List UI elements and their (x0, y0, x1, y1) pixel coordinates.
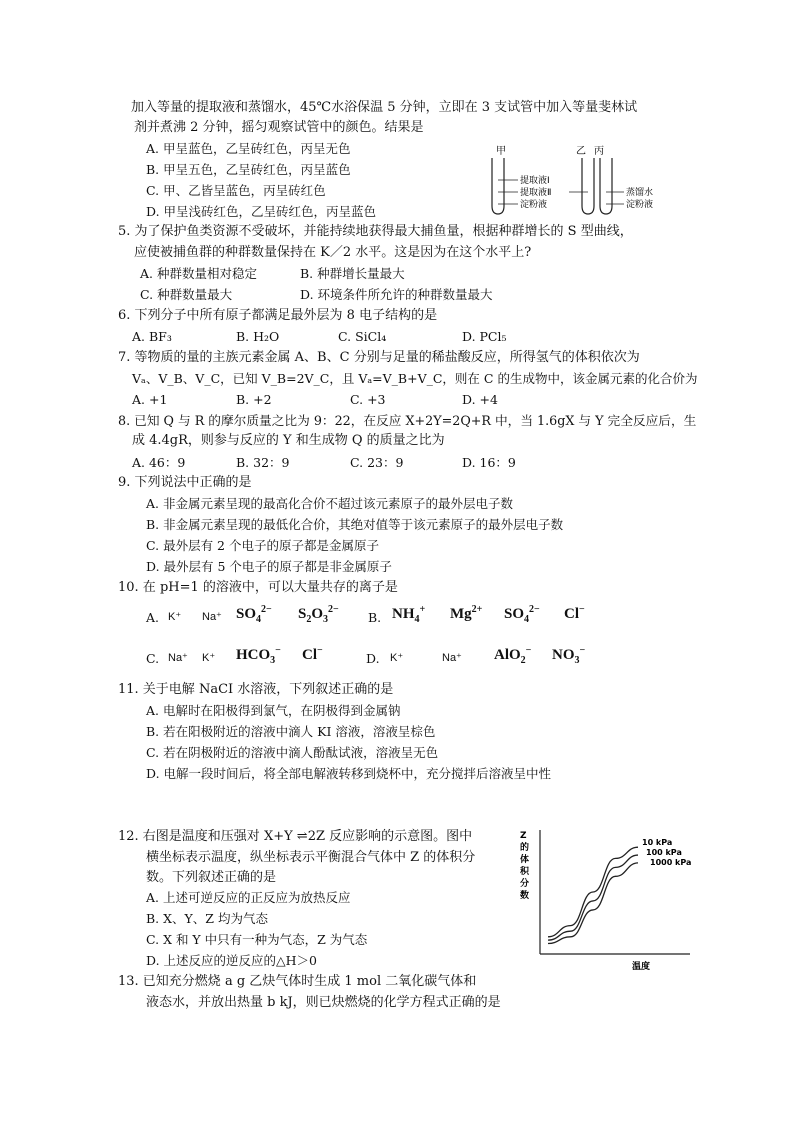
q7-option-b: B. +2 (236, 392, 272, 407)
y-axis-label-char: 体 (520, 855, 530, 865)
y-axis-label (519, 831, 530, 901)
q9-option-a: A. 非金属元素呈现的最高化合价不超过该元素原子的最外层电子数 (146, 496, 513, 511)
series-line-3 (548, 863, 638, 944)
q13-line1: 13. 已知充分燃烧 a g 乙炔气体时生成 1 mol 二氧化碳气体和 (118, 974, 477, 989)
q12-line1: 12. 右图是温度和压强对 X+Y ⇌2Z 反应影响的示意图。图中 (118, 829, 473, 844)
q10-b-ion-nh4: $NH_4^+$ (392, 604, 426, 625)
q10-d-ion-alo2: AlO$_2$− (494, 645, 532, 666)
q4-option-b: B. 甲呈五色，乙呈砖红色，丙呈蓝色 (146, 162, 351, 177)
q10-b-label: B. (368, 610, 382, 625)
q6-option-b: B. H₂O (236, 329, 280, 344)
y-axis-label-char: Z (520, 831, 527, 841)
q10-a-ion-so4: $SO_4^{2-}$ (236, 604, 272, 625)
legend-label-2: 100 kPa (646, 848, 682, 858)
q5-line1: 5. 为了保护鱼类资源不受破坏，并能持续地获得最大捕鱼量，根据种群增长的 S 型曲线， (118, 224, 633, 239)
label-starch-left: 淀粉液 (520, 200, 548, 210)
q4-option-d: D. 甲呈浅砖红色，乙呈砖红色，丙呈蓝色 (146, 204, 377, 219)
q9-line1: 9. 下列说法中正确的是 (118, 475, 252, 490)
q9-option-b: B. 非金属元素呈现的最低化合价，其绝对值等于该元素原子的最外层电子数 (146, 517, 564, 532)
series-line-1 (548, 847, 638, 937)
q12-chart (514, 826, 694, 972)
tube-label-bing: 丙 (594, 146, 604, 157)
x-axis-label: 温度 (632, 962, 651, 972)
q5-option-c: C. 种群数量最大 (140, 287, 233, 302)
q7-line1: 7. 等物质的量的主族元素金属 A、B、C 分别与足量的稀盐酸反应，所得氢气的体积依次为 (118, 350, 640, 365)
q4-line2: 剂并煮沸 2 分钟，摇匀观察试管中的颜色。结果是 (134, 120, 424, 135)
q10-c-k: K⁺ (202, 652, 216, 664)
q4-option-a: A. 甲呈蓝色，乙呈砖红色，丙呈无色 (146, 141, 351, 156)
q11-option-a: A. 电解时在阳极得到氯气，在阴极得到金属钠 (146, 703, 401, 718)
q10-a-ion-s2o3: $S_2O_3^{2-}$ (298, 604, 339, 625)
q10-d-ion-no3: $NO_3^-$ (552, 645, 586, 666)
tube-label-yi: 乙 (576, 146, 586, 157)
q10-a-k: K⁺ (168, 611, 182, 623)
legend-label-1: 10 kPa (642, 838, 673, 848)
q7-line2: Vₐ、V_B、V_C，已知 V_B=2V_C，且 Vₐ=V_B+V_C，则在 C 的生成物中，该金属元素的化合价为 (132, 371, 698, 386)
q10-c-ion-hco3: $HCO_3^-$ (236, 645, 281, 666)
q8-option-d: D. 16：9 (462, 455, 516, 470)
y-axis-label-char: 分 (520, 879, 530, 889)
q8-option-a: A. 46：9 (132, 455, 186, 470)
q10-b-ion-cl: Cl− (564, 604, 585, 622)
q11-option-d: D. 电解一段时间后，将全部电解液转移到烧杯中，充分搅拌后溶液呈中性 (146, 766, 552, 781)
q13-line2: 液态水，并放出热量 b kJ，则已炔燃烧的化学方程式正确的是 (146, 995, 501, 1010)
test-tube-figure (484, 142, 674, 220)
q12-line3: 数。下列叙述正确的是 (146, 870, 277, 885)
q10-c-ion-cl: Cl− (302, 645, 323, 663)
q10-b-ion-so4: $SO_4^{2-}$ (504, 604, 540, 625)
q5-option-d: D. 环境条件所允许的种群数量最大 (300, 287, 493, 302)
q9-option-c: C. 最外层有 2 个电子的原子都是金属原子 (146, 538, 379, 553)
tube-label-jia: 甲 (496, 146, 506, 157)
q10-d-na: Na⁺ (442, 652, 462, 664)
q10-b-ion-mg: $Mg^{2+}$ (450, 604, 483, 622)
y-axis-label-char: 的 (520, 843, 530, 853)
q11-option-b: B. 若在阳极附近的溶液中滴人 KI 溶液，溶液呈棕色 (146, 724, 436, 739)
legend-label-3: 1000 kPa (650, 857, 692, 867)
q8-line1: 8. 已知 Q 与 R 的摩尔质量之比为 9：22，在反应 X+2Y=2Q+R 中，当 1.6gX 与 Y 完全反应后，生 (118, 413, 697, 428)
q7-option-a: A. +1 (132, 392, 168, 407)
q7-option-d: D. +4 (462, 392, 498, 407)
q5-option-b: B. 种群增长量最大 (300, 266, 405, 281)
q4-option-c: C. 甲、乙皆呈蓝色，丙呈砖红色 (146, 183, 326, 198)
q6-option-a: A. BF₃ (132, 329, 172, 344)
label-extract-2: 提取液Ⅱ (520, 188, 552, 198)
label-starch-right: 淀粉液 (626, 200, 654, 210)
y-axis-label-char: 积 (520, 867, 530, 877)
label-extract-1: 提取液Ⅰ (520, 176, 550, 186)
q6-line1: 6. 下列分子中所有原子都满足最外层为 8 电子结构的是 (118, 308, 438, 323)
q6-option-c: C. SiCl₄ (338, 329, 387, 344)
q5-line2: 应使被捕鱼群的种群数量保持在 K／2 水平。这是因为在这个水平上? (134, 245, 532, 260)
q12-option-a: A. 上述可逆反应的正反应为放热反应 (146, 890, 351, 905)
label-water: 蒸馏水 (626, 188, 654, 198)
q4-line1: 加入等量的提取液和蒸馏水，45℃水浴保温 5 分钟，立即在 3 支试管中加入等量斐林试 (131, 100, 638, 115)
tube-bing (600, 158, 612, 214)
q10-a-na: Na⁺ (202, 611, 222, 623)
q10-line1: 10. 在 pH=1 的溶液中，可以大量共存的离子是 (118, 580, 398, 595)
q8-option-c: C. 23：9 (350, 455, 404, 470)
q7-option-c: C. +3 (350, 392, 386, 407)
q8-line2: 成 4.4gR，则参与反应的 Y 和生成物 Q 的质量之比为 (132, 433, 445, 448)
q12-option-b: B. X、Y、Z 均为气态 (146, 911, 268, 926)
q10-d-k: K⁺ (390, 652, 404, 664)
q10-d-label: D. (366, 651, 380, 666)
q12-option-c: C. X 和 Y 中只有一种为气态，Z 为气态 (146, 932, 368, 947)
series-line-2 (548, 855, 638, 940)
q11-option-c: C. 若在阴极附近的溶液中滴人酚酞试液，溶液呈无色 (146, 745, 439, 760)
q12-line2: 横坐标表示温度，纵坐标表示平衡混合气体中 Z 的体积分 (146, 850, 476, 865)
q11-line1: 11. 关于电解 NaCI 水溶液，下列叙述正确的是 (118, 682, 394, 697)
tube-jia (492, 158, 504, 214)
q12-option-d: D. 上述反应的逆反应的△H＞0 (146, 953, 317, 968)
q5-option-a: A. 种群数量相对稳定 (140, 266, 257, 281)
q6-option-d: D. PCl₅ (462, 329, 507, 344)
q10-a-label: A. (146, 610, 160, 625)
q10-c-label: C. (146, 651, 160, 666)
q9-option-d: D. 最外层有 5 个电子的原子都是非金属原子 (146, 559, 392, 574)
q10-c-na: Na⁺ (168, 652, 188, 664)
tube-yi (582, 158, 594, 214)
y-axis-label-char: 数 (520, 891, 530, 901)
q8-option-b: B. 32：9 (236, 455, 290, 470)
